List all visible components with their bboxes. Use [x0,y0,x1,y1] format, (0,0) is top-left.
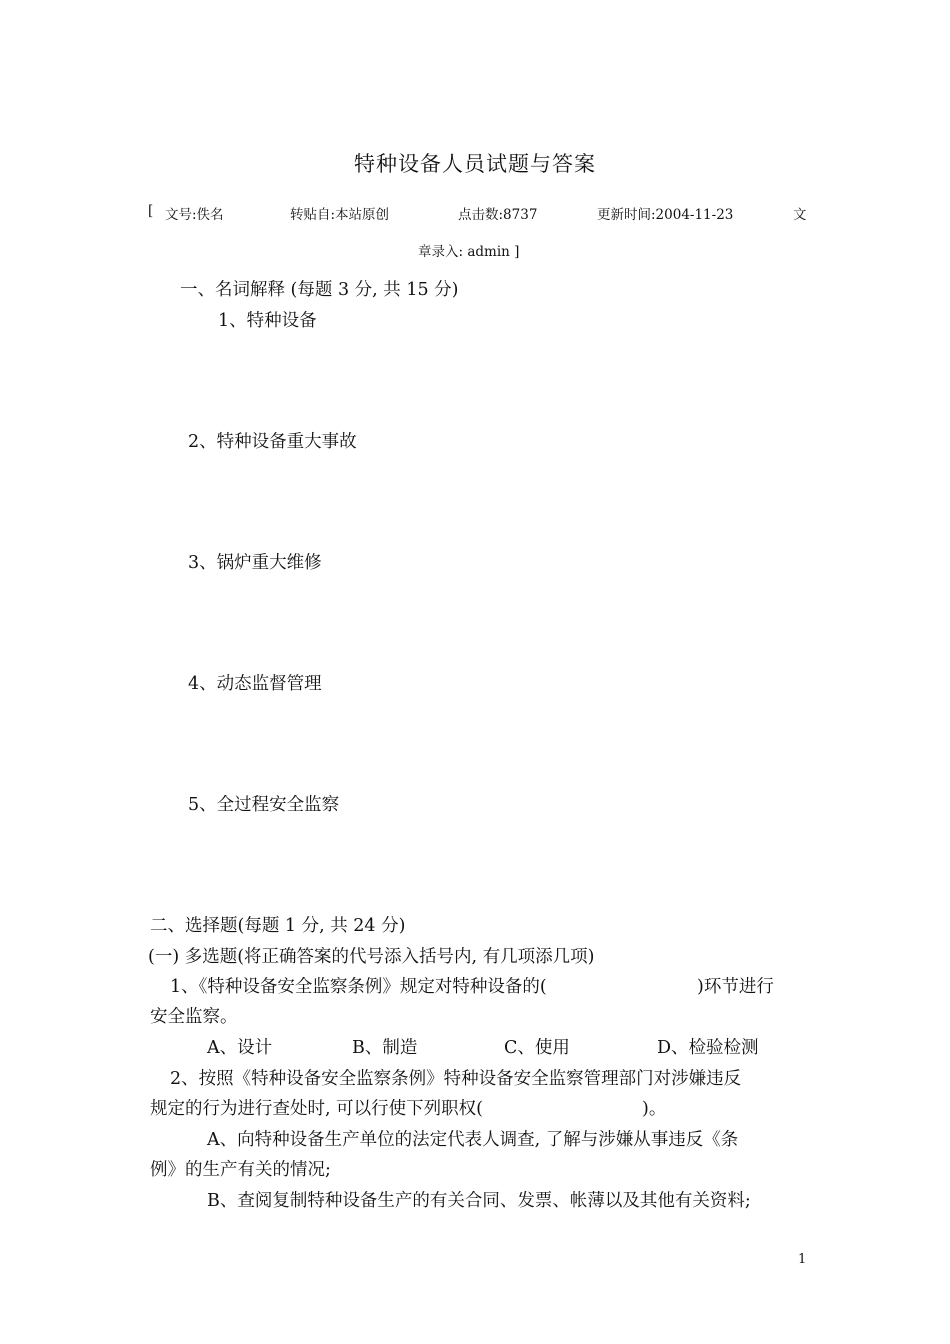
definition-item: 4、动态监督管理 [188,674,322,694]
meta-doc-no: 文号:佚名 [165,207,224,223]
section-heading: 一、名词解释 (每题 3 分, 共 15 分) [180,280,459,300]
meta-updated: 更新时间:2004-11-23 [597,207,734,223]
option: B、查阅复制特种设备生产的有关合同、发票、帐薄以及其他有关资料; [207,1191,751,1211]
meta-entry-prefix: 文 [793,207,807,223]
section-heading: 二、选择题(每题 1 分, 共 24 分) [150,916,406,936]
definition-item: 3、锅炉重大维修 [188,553,322,573]
question-text: 2、按照《特种设备安全监察条例》特种设备安全监察管理部门对涉嫌违反 [170,1069,742,1089]
option: D、检验检测 [657,1038,759,1058]
option: A、向特种设备生产单位的法定代表人调查, 了解与涉嫌从事违反《条 [207,1130,739,1150]
meta-entry: 章录入: admin ] [418,244,520,260]
definition-item: 2、特种设备重大事故 [188,432,357,452]
question-text-end: )环节进行 [697,977,774,997]
option: B、制造 [352,1038,418,1058]
option: C、使用 [504,1038,570,1058]
definition-item: 5、全过程安全监察 [188,795,340,815]
option: A、设计 [207,1038,273,1058]
page-number: 1 [798,1252,807,1267]
question-text: 安全监察。 [150,1007,238,1027]
option-continuation: 例》的生产有关的情况; [150,1160,331,1180]
definition-item: 1、特种设备 [218,311,317,331]
meta-clicks: 点击数:8737 [458,207,538,223]
meta-open-bracket: [ [148,203,154,219]
document-title: 特种设备人员试题与答案 [354,152,596,176]
meta-source: 转贴自:本站原创 [290,207,390,223]
subsection-heading: (一) 多选题(将正确答案的代号添入括号内, 有几项添几项) [148,947,595,967]
question-text-end: )。 [642,1099,667,1119]
question-text: 规定的行为进行查处时, 可以行使下列职权( [150,1099,483,1119]
question-text: 1、《特种设备安全监察条例》规定对特种设备的( [170,977,547,997]
